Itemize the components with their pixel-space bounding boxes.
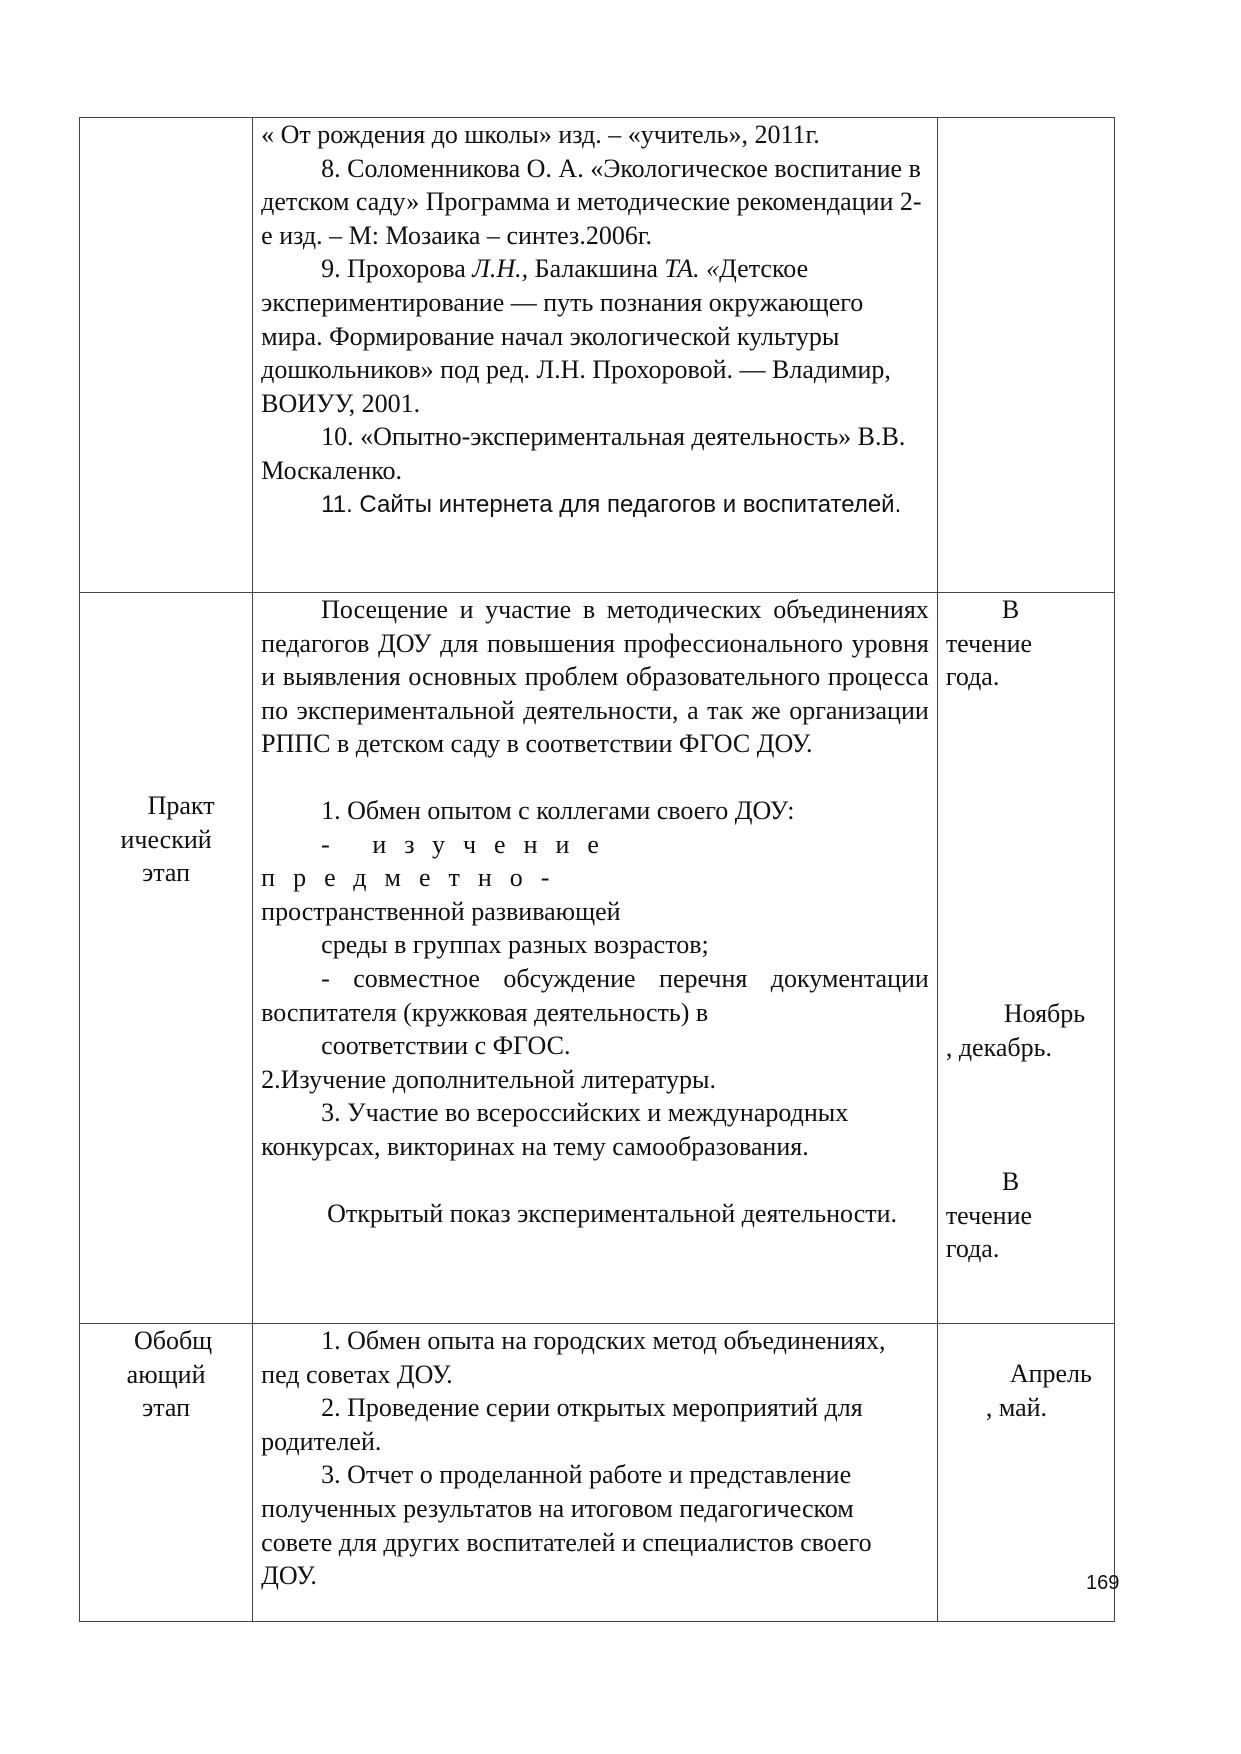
practical-subitem: пространственной развивающей	[261, 896, 621, 926]
stage-cell	[80, 593, 253, 1324]
item9-author-initials: Л.Н.,	[472, 254, 529, 284]
generalizing-item-3: 3. Отчет о проделанной работе и представление полученных результатов на итоговом педагогическом совете для других воспитателей и специалистов своего ДОУ.	[261, 1460, 872, 1591]
literature-item-10: 10. «Опытно-экспериментальная деятельность» В.В. Москаленко.	[261, 422, 906, 485]
program-table	[79, 117, 1115, 1622]
item9-text: Балакшина	[528, 254, 665, 284]
time-line: года.	[945, 662, 1000, 692]
time-line: В	[1001, 1167, 1020, 1196]
time-period	[946, 593, 1106, 694]
stage-label-line: этап	[142, 1393, 191, 1423]
time-line: Ноябрь	[1003, 999, 1086, 1028]
item9-text: 9. Прохорова	[321, 254, 473, 284]
item9-author-initials: ТА. «	[664, 254, 720, 284]
table-row	[80, 593, 1115, 1324]
stage-label-line: Практ	[147, 791, 215, 820]
practical-subitem: - изучение предметно-	[261, 829, 617, 893]
time-line: Апрель	[1009, 1359, 1092, 1388]
literature-item-9	[261, 252, 929, 420]
time-line: течение	[945, 628, 1033, 658]
table-row	[80, 118, 1115, 593]
time-line: В	[1001, 595, 1020, 624]
time-period	[946, 1165, 1106, 1266]
generalizing-item-1: 1. Обмен опыта на городских метод объединениях, пед советах ДОУ.	[261, 1326, 886, 1389]
table-row	[80, 1324, 1115, 1622]
content-cell	[253, 118, 938, 593]
practical-item-4: Открытый показ экспериментальной деятельности.	[327, 1198, 898, 1228]
practical-item-3: 3. Участие во всероссийских и международных конкурсах, викторинах на тему самообразования.	[261, 1098, 849, 1161]
stage-label-line: ающий	[126, 1359, 206, 1389]
time-cell	[937, 593, 1114, 1324]
stage-cell	[80, 118, 253, 593]
content-cell	[253, 1324, 938, 1622]
item9-text: Детское экспериментирование — путь познания окружающего мира. Формирование начал экологической культуры дошкольников» под ред. Л.Н. Прохоровой. — Владимир, ВОИУУ, 2001.	[261, 254, 891, 418]
time-period	[946, 997, 1106, 1064]
spacer	[261, 1164, 929, 1197]
generalizing-item-2: 2. Проведение серии открытых мероприятий для родителей.	[261, 1393, 863, 1456]
spacer	[261, 761, 929, 794]
literature-item-11: 11. Сайты интернета для педагогов и воспитателей.	[321, 490, 902, 518]
stage-label-line: ический	[120, 824, 212, 854]
literature-item-8: 8. Соломенникова О. А. «Экологическое воспитание в детском саду» Программа и методические рекомендации 2-е изд. – М: Мозаика – синтез.2006г.	[261, 153, 922, 250]
stage-label	[88, 789, 244, 890]
time-line: , декабрь.	[945, 1032, 1052, 1062]
time-line: течение	[945, 1200, 1033, 1230]
stage-label-line: Обобщ	[133, 1326, 213, 1355]
page-number: 169	[1086, 1572, 1120, 1594]
practical-intro: Посещение и участие в методических объединениях педагогов ДОУ для повышения профессионального уровня и выявления основных проблем образовательного процесса по экспериментальной деятельности, а так же организации РППС в детском саду в соответствии ФГОС ДОУ.	[261, 595, 929, 759]
practical-subitem: среды в группах разных возрастов;	[321, 930, 709, 960]
time-cell	[937, 118, 1114, 593]
practical-item-2: 2.Изучение дополнительной литературы.	[261, 1064, 716, 1094]
practical-item-1: 1. Обмен опытом с коллегами своего ДОУ:	[321, 795, 795, 825]
literature-line: « От рождения до школы» изд. – «учитель», 2011г.	[261, 120, 820, 149]
practical-subitem: - совместное обсуждение перечня документации воспитателя (кружковая деятельность) в	[261, 963, 929, 1027]
stage-label-line: этап	[142, 858, 191, 888]
time-line: года.	[945, 1234, 1000, 1264]
stage-cell	[80, 1324, 253, 1622]
practical-subitem: соответствии с ФГОС.	[321, 1031, 571, 1061]
content-cell	[253, 593, 938, 1324]
time-line: , май.	[985, 1392, 1048, 1422]
